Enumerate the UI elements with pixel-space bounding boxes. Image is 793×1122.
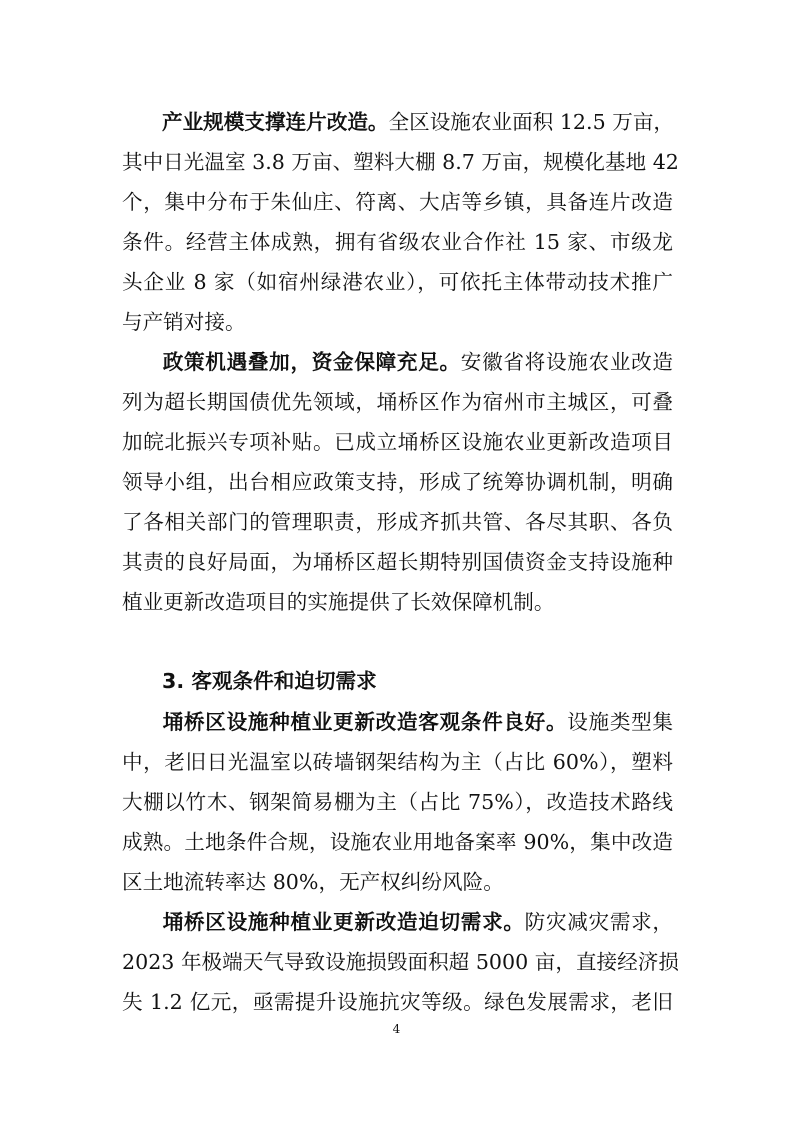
paragraph-line: 与产销对接。 — [122, 310, 246, 334]
paragraph-lead-heading: 埇桥区设施种植业更新改造客观条件良好。 — [162, 710, 568, 734]
paragraph-line: 产业规模支撑连片改造。全区设施农业面积 12.5 万亩， — [162, 110, 675, 134]
paragraph-line: 失 1.2 亿元，亟需提升设施抗灾等级。绿色发展需求，老旧 — [122, 990, 673, 1014]
paragraph-line: 其责的良好局面，为埇桥区超长期特别国债资金支持设施种 — [122, 550, 673, 574]
paragraph-line: 加皖北振兴专项补贴。已成立埇桥区设施农业更新改造项目 — [122, 430, 673, 454]
paragraph-line: 头企业 8 家（如宿州绿港农业），可依托主体带动技术推广 — [122, 270, 673, 294]
paragraph-line: 了各相关部门的管理职责，形成齐抓共管、各尽其职、各负 — [122, 510, 673, 534]
paragraph-line: 政策机遇叠加，资金保障充足。安徽省将设施农业改造 — [162, 350, 673, 374]
paragraph-line: 大棚以竹木、钢架简易棚为主（占比 75%），改造技术路线 — [122, 790, 673, 814]
paragraph-line: 其中日光温室 3.8 万亩、塑料大棚 8.7 万亩，规模化基地 42 — [122, 150, 679, 174]
paragraph-lead-heading: 政策机遇叠加，资金保障充足。 — [162, 350, 461, 374]
paragraph-line: 领导小组，出台相应政策支持，形成了统筹协调机制，明确 — [122, 470, 673, 494]
paragraph-line: 埇桥区设施种植业更新改造客观条件良好。设施类型集 — [162, 710, 674, 734]
paragraph-line: 成熟。土地条件合规，设施农业用地备案率 90%，集中改造 — [122, 830, 673, 854]
paragraph-line: 2023 年极端天气导致设施损毁面积超 5000 亩，直接经济损 — [122, 950, 679, 974]
page-number: 4 — [392, 1022, 401, 1036]
paragraph-line: 中，老旧日光温室以砖墙钢架结构为主（占比 60%），塑料 — [122, 750, 673, 774]
paragraph-line: 植业更新改造项目的实施提供了长效保障机制。 — [122, 590, 555, 614]
paragraph-line: 个，集中分布于朱仙庄、符离、大店等乡镇，具备连片改造 — [122, 190, 673, 214]
paragraph-lead-heading: 埇桥区设施种植业更新改造迫切需求。 — [162, 910, 525, 934]
paragraph-line: 区土地流转率达 80%，无产权纠纷风险。 — [122, 870, 504, 894]
paragraph-line: 条件。经营主体成熟，拥有省级农业合作社 15 家、市级龙 — [122, 230, 673, 254]
paragraph-lead-heading: 产业规模支撑连片改造。 — [162, 110, 389, 134]
paragraph-line: 埇桥区设施种植业更新改造迫切需求。防灾减灾需求， — [162, 910, 673, 934]
section-heading: 3. 客观条件和迫切需求 — [162, 669, 377, 693]
paragraph-line: 列为超长期国债优先领域，埇桥区作为宿州市主城区，可叠 — [122, 390, 673, 414]
